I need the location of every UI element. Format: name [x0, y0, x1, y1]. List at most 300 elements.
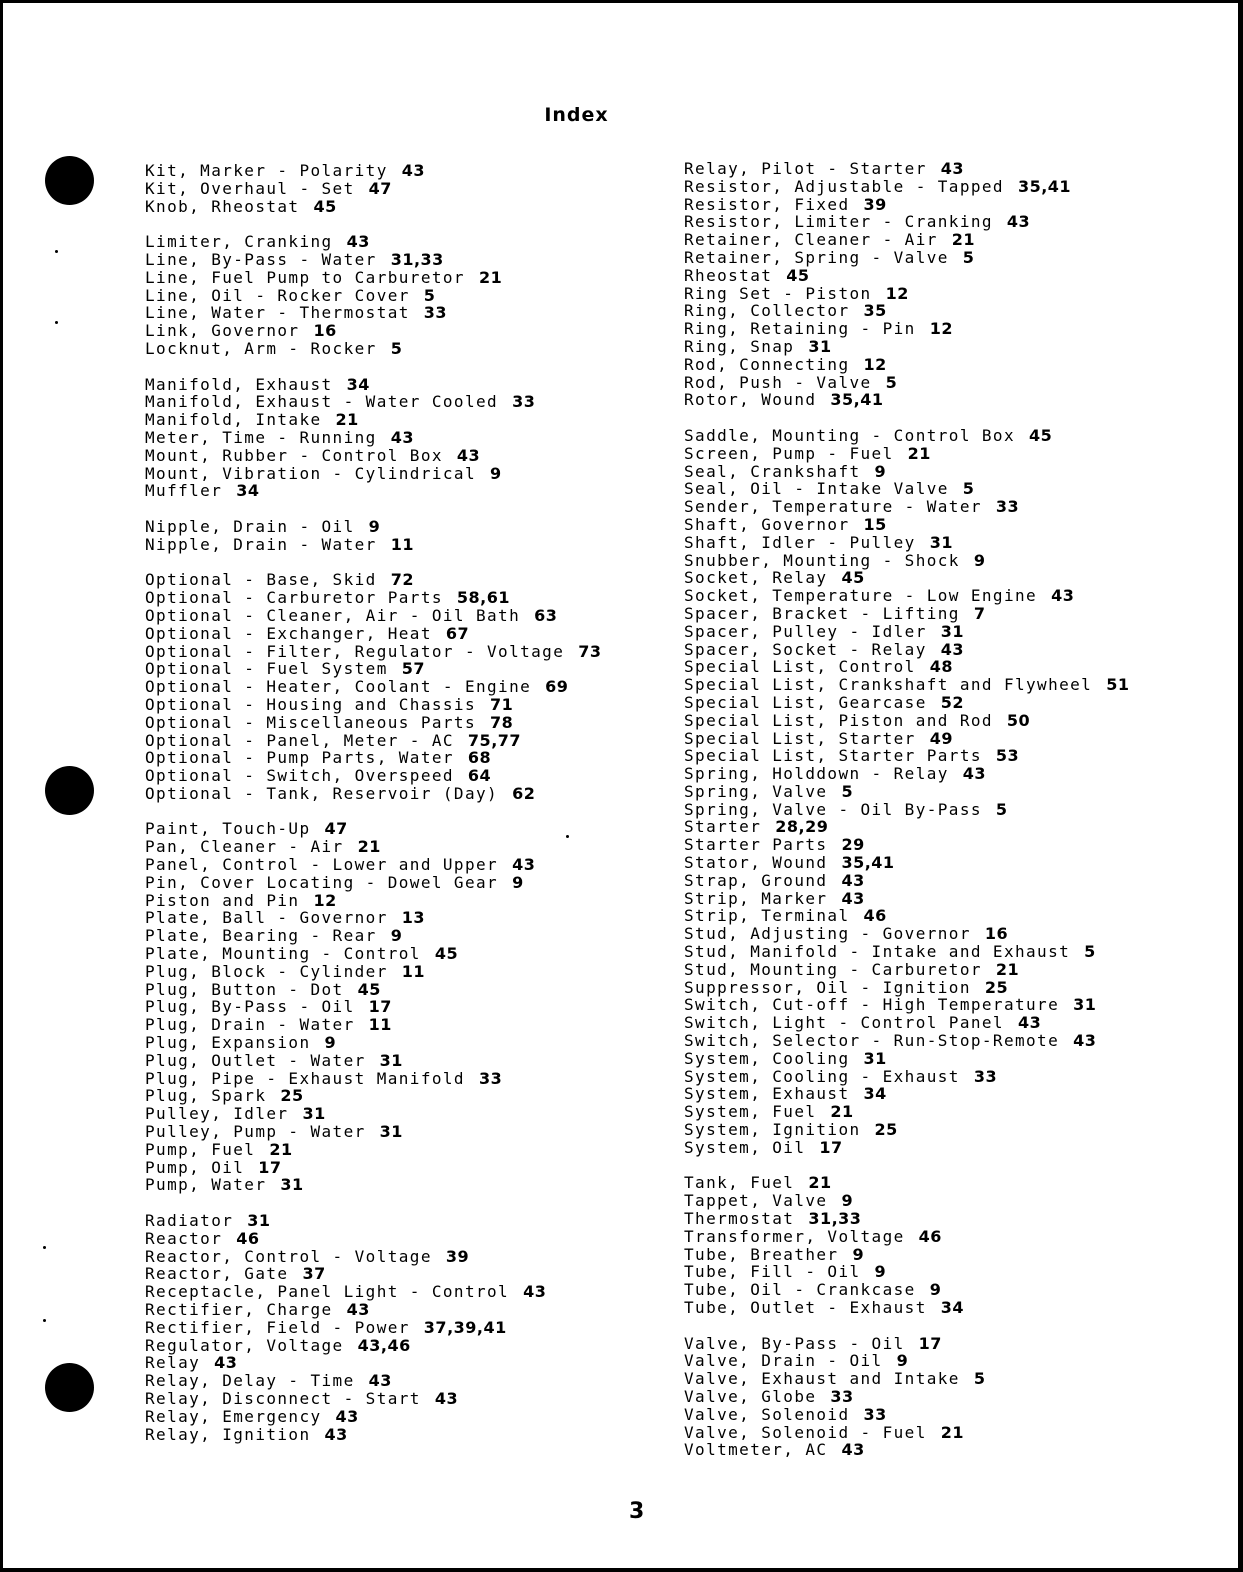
index-entry	[684, 1281, 1129, 1299]
index-entry	[145, 251, 602, 269]
index-term: Relay, Delay - Time	[145, 1371, 355, 1391]
page-reference: 9	[324, 1033, 337, 1053]
page-reference: 9	[874, 461, 887, 481]
page-reference: 34	[346, 374, 370, 394]
index-entry	[684, 943, 1129, 961]
index-entry	[145, 376, 602, 394]
index-entry	[684, 338, 1129, 356]
index-entry	[684, 996, 1129, 1014]
page-reference: 9	[929, 1280, 942, 1300]
page-reference: 17	[918, 1333, 942, 1353]
index-term: Optional - Carburetor Parts	[145, 588, 443, 608]
index-term: Ring, Collector	[684, 301, 850, 321]
index-term: Relay, Pilot - Starter	[684, 159, 927, 178]
index-term: System, Ignition	[684, 1120, 861, 1140]
index-term: Shaft, Idler - Pulley	[684, 532, 916, 552]
index-entry	[145, 429, 602, 447]
group-spacer	[684, 1317, 1129, 1335]
page-reference: 68	[467, 748, 492, 768]
page-reference: 33	[830, 1386, 854, 1406]
page-reference: 12	[313, 890, 337, 910]
page-reference: 43	[390, 427, 414, 447]
group-spacer	[145, 1194, 602, 1212]
page-reference: 33	[863, 1404, 887, 1424]
page-reference: 43	[841, 870, 865, 890]
index-entry	[145, 1159, 602, 1177]
index-term: Optional - Exchanger, Heat	[145, 623, 432, 643]
page-reference: 35,41	[841, 853, 895, 873]
index-entry	[684, 694, 1129, 712]
index-entry	[684, 1246, 1129, 1264]
index-term: Switch, Cut-off - High Temperature	[684, 995, 1060, 1015]
index-term: Resistor, Fixed	[684, 194, 850, 214]
index-entry	[684, 836, 1129, 854]
index-term: Pulley, Pump - Water	[145, 1122, 366, 1142]
page-reference: 21	[478, 267, 503, 287]
index-term: Optional - Panel, Meter - AC	[145, 730, 454, 750]
index-entry	[145, 1265, 602, 1283]
index-entry	[684, 1370, 1129, 1388]
index-term: Optional - Switch, Overspeed	[145, 766, 454, 786]
index-term: Optional - Base, Skid	[145, 570, 377, 590]
index-term: Manifold, Exhaust	[145, 374, 333, 394]
page-reference: 35,41	[1017, 176, 1072, 196]
index-entry	[684, 1068, 1129, 1086]
index-entry	[684, 1192, 1129, 1210]
index-term: Suppressor, Oil - Ignition	[684, 977, 971, 997]
page-reference: 33	[973, 1066, 998, 1086]
page-reference: 9	[512, 872, 524, 892]
page-reference: 43	[841, 888, 865, 908]
index-entry	[145, 287, 602, 305]
index-entry	[684, 872, 1129, 890]
index-entry	[684, 213, 1129, 231]
index-term: Special List, Crankshaft and Flywheel	[684, 675, 1093, 695]
index-entry	[145, 393, 602, 411]
page-reference: 43	[401, 161, 425, 180]
index-term: Seal, Crankshaft	[684, 461, 861, 481]
page-reference: 25	[874, 1120, 898, 1140]
page-reference: 21	[995, 959, 1020, 979]
page-reference: 17	[819, 1137, 843, 1157]
page-reference: 43	[1073, 1031, 1097, 1051]
index-term: System, Oil	[684, 1137, 806, 1157]
index-term: Socket, Relay	[684, 568, 828, 588]
page-reference: 9	[874, 1262, 887, 1282]
index-term: Spacer, Socket - Relay	[684, 639, 927, 659]
page-reference: 33	[512, 392, 536, 412]
index-entry	[145, 696, 602, 714]
page-reference: 31	[302, 1104, 326, 1124]
index-term: Pulley, Idler	[145, 1104, 289, 1124]
index-entry	[684, 1121, 1129, 1139]
page-reference: 57	[401, 659, 425, 679]
index-term: Manifold, Intake	[145, 410, 322, 430]
punch-hole-top	[45, 156, 94, 205]
index-term: Stud, Mounting - Carburetor	[684, 959, 982, 979]
index-entry	[684, 231, 1129, 249]
page-reference: 17	[368, 997, 392, 1017]
group-spacer	[145, 215, 602, 233]
page-reference: 43	[1006, 212, 1031, 232]
page-reference: 62	[512, 783, 536, 803]
page-reference: 47	[368, 178, 392, 198]
index-term: Special List, Piston and Rod	[684, 710, 993, 730]
index-term: Paint, Touch-Up	[145, 819, 311, 839]
index-term: Tube, Fill - Oil	[684, 1262, 861, 1282]
page-reference: 5	[841, 781, 854, 801]
index-term: Meter, Time - Running	[145, 427, 377, 447]
page-reference: 43	[434, 1388, 459, 1408]
index-term: System, Exhaust	[684, 1084, 850, 1104]
index-entry	[145, 1354, 602, 1372]
index-entry	[684, 765, 1129, 783]
group-spacer	[145, 358, 602, 376]
group-spacer	[145, 554, 602, 572]
index-term: Tank, Fuel	[684, 1173, 795, 1193]
page-reference: 37	[302, 1264, 326, 1284]
index-term: Ring Set - Piston	[684, 283, 872, 303]
index-term: Plug, Pipe - Exhaust Manifold	[145, 1068, 465, 1088]
index-term: Rotor, Wound	[684, 390, 817, 410]
index-entry	[684, 587, 1129, 605]
page-reference: 43	[841, 1440, 865, 1460]
index-term: Voltmeter, AC	[684, 1440, 828, 1460]
index-entry	[684, 1441, 1129, 1459]
page-reference: 43	[940, 639, 964, 659]
speck	[55, 250, 58, 253]
page-reference: 50	[1006, 710, 1031, 730]
index-term: Special List, Control	[684, 657, 916, 677]
index-term: Valve, Exhaust and Intake	[684, 1369, 960, 1389]
index-entry	[145, 625, 602, 643]
index-entry	[684, 445, 1129, 463]
index-entry	[684, 907, 1129, 925]
page-reference: 5	[962, 479, 975, 499]
page-reference: 5	[885, 372, 898, 392]
index-entry	[684, 1228, 1129, 1246]
index-term: Screen, Pump - Fuel	[684, 443, 894, 463]
index-entry	[684, 391, 1129, 409]
page-reference: 9	[841, 1191, 854, 1211]
index-entry	[684, 1263, 1129, 1281]
index-entry	[684, 658, 1129, 676]
index-entry	[684, 818, 1129, 836]
index-term: Special List, Gearcase	[684, 692, 927, 712]
index-term: Plug, Outlet - Water	[145, 1050, 366, 1070]
page-reference: 16	[984, 924, 1009, 944]
index-entry	[684, 1174, 1129, 1192]
index-term: Manifold, Exhaust - Water Cooled	[145, 392, 499, 412]
page-reference: 34	[863, 1084, 887, 1104]
page-reference: 45	[434, 944, 459, 964]
index-entry	[145, 1337, 602, 1355]
index-term: Optional - Heater, Coolant - Engine	[145, 677, 532, 697]
index-entry	[145, 820, 602, 838]
index-entry	[145, 1408, 602, 1426]
index-term: Receptacle, Panel Light - Control	[145, 1282, 510, 1302]
index-entry	[145, 714, 602, 732]
index-entry	[145, 981, 602, 999]
speck	[43, 1319, 46, 1322]
page-reference: 43	[324, 1424, 348, 1444]
index-term: Stud, Adjusting - Governor	[684, 924, 971, 944]
page-reference: 45	[841, 568, 865, 588]
page-reference: 43	[1017, 1013, 1042, 1033]
page-reference: 48	[929, 657, 953, 677]
index-term: Panel, Control - Lower and Upper	[145, 855, 499, 875]
index-entry	[145, 1390, 602, 1408]
index-entry	[684, 356, 1129, 374]
index-term: Valve, Solenoid - Fuel	[684, 1422, 927, 1442]
index-entry	[684, 641, 1129, 659]
index-entry	[684, 1103, 1129, 1121]
index-term: Rod, Push - Valve	[684, 372, 872, 392]
page-reference: 11	[390, 534, 414, 554]
index-entry	[684, 1085, 1129, 1103]
index-term: Socket, Temperature - Low Engine	[684, 586, 1038, 606]
index-term: Valve, Globe	[684, 1386, 817, 1406]
index-term: Special List, Starter	[684, 728, 916, 748]
page-reference: 17	[258, 1157, 282, 1177]
page-reference: 31	[940, 621, 964, 641]
page-reference: 9	[973, 550, 986, 570]
index-entry	[684, 374, 1129, 392]
page-reference: 63	[534, 605, 558, 625]
page-reference: 31	[863, 1048, 887, 1068]
page-reference: 43	[214, 1353, 238, 1373]
page-reference: 12	[863, 354, 887, 374]
page-reference: 52	[940, 692, 964, 712]
page-reference: 35,41	[830, 390, 884, 410]
index-term: Snubber, Mounting - Shock	[684, 550, 960, 570]
index-entry	[684, 534, 1129, 552]
index-entry	[684, 730, 1129, 748]
index-entry	[684, 463, 1129, 481]
page-reference: 21	[830, 1102, 854, 1122]
index-entry	[145, 1034, 602, 1052]
index-term: Relay, Disconnect - Start	[145, 1388, 421, 1408]
index-entry	[684, 925, 1129, 943]
page-reference: 46	[236, 1228, 260, 1248]
index-term: Plug, Expansion	[145, 1033, 311, 1053]
index-term: Plug, Drain - Water	[145, 1015, 355, 1035]
page-reference: 34	[940, 1298, 964, 1317]
page-reference: 28,29	[775, 817, 829, 837]
index-entry	[145, 1141, 602, 1159]
page-reference: 21	[269, 1139, 293, 1159]
index-entry	[684, 712, 1129, 730]
index-term: Stator, Wound	[684, 853, 828, 873]
index-entry	[145, 304, 602, 322]
index-term: Piston and Pin	[145, 890, 300, 910]
index-entry	[684, 1299, 1129, 1317]
page-reference: 45	[357, 979, 381, 999]
page-reference: 47	[324, 819, 348, 839]
index-term: Strip, Marker	[684, 888, 828, 908]
page-reference: 15	[863, 514, 887, 534]
index-entry	[145, 322, 602, 340]
index-term: Spring, Valve	[684, 781, 828, 801]
index-entry	[145, 340, 602, 358]
index-term: Pan, Cleaner - Air	[145, 837, 344, 857]
page-reference: 31	[1073, 995, 1097, 1015]
page-reference: 64	[467, 766, 492, 786]
index-entry	[145, 198, 602, 216]
group-spacer	[684, 409, 1129, 427]
index-term: Ring, Retaining - Pin	[684, 319, 916, 339]
index-term: Line, Fuel Pump to Carburetor	[145, 267, 465, 287]
index-entry	[684, 801, 1129, 819]
index-term: Stud, Manifold - Intake and Exhaust	[684, 942, 1071, 962]
index-entry	[684, 249, 1129, 267]
index-term: Line, By-Pass - Water	[145, 249, 377, 269]
index-entry	[145, 447, 602, 465]
page-reference: 72	[390, 570, 414, 590]
index-term: Optional - Housing and Chassis	[145, 694, 476, 714]
index-entry	[145, 607, 602, 625]
index-term: Spacer, Bracket - Lifting	[684, 603, 960, 623]
index-term: Rod, Connecting	[684, 354, 850, 374]
index-term: Locknut, Arm - Rocker	[145, 338, 377, 358]
index-term: Retainer, Spring - Valve	[684, 247, 949, 267]
index-entry	[145, 1016, 602, 1034]
index-term: Optional - Filter, Regulator - Voltage	[145, 641, 565, 661]
index-term: Plug, By-Pass - Oil	[145, 997, 355, 1017]
index-entry	[684, 267, 1129, 285]
index-term: Reactor, Gate	[145, 1264, 289, 1284]
index-entry	[145, 1176, 602, 1194]
index-term: Switch, Light - Control Panel	[684, 1013, 1004, 1033]
index-entry	[145, 643, 602, 661]
index-term: Optional - Fuel System	[145, 659, 388, 679]
index-entry	[145, 945, 602, 963]
index-entry	[684, 676, 1129, 694]
index-entry	[145, 927, 602, 945]
index-term: Tube, Outlet - Exhaust	[684, 1298, 927, 1317]
index-entry	[145, 963, 602, 981]
index-entry	[684, 196, 1129, 214]
index-term: Valve, Solenoid	[684, 1404, 850, 1424]
index-term: Optional - Miscellaneous Parts	[145, 712, 476, 732]
index-entry	[145, 162, 602, 180]
index-term: Pump, Fuel	[145, 1139, 256, 1159]
index-page	[3, 3, 1238, 1568]
page-reference: 5	[973, 1369, 986, 1389]
group-spacer	[684, 1157, 1129, 1175]
page-reference: 9	[896, 1351, 909, 1371]
page-reference: 43	[1051, 586, 1075, 606]
index-entry	[684, 480, 1129, 498]
index-term: Plug, Spark	[145, 1086, 267, 1106]
index-entry	[684, 1352, 1129, 1370]
index-entry	[684, 302, 1129, 320]
index-entry	[145, 1248, 602, 1266]
page-reference: 43	[346, 1300, 370, 1319]
index-entry	[684, 623, 1129, 641]
page-reference: 43	[512, 855, 536, 875]
index-entry	[145, 785, 602, 803]
page-reference: 31,33	[808, 1209, 862, 1229]
index-entry	[145, 749, 602, 767]
page-reference: 5	[390, 338, 403, 358]
index-entry	[145, 892, 602, 910]
page-reference: 43	[940, 159, 964, 178]
page-reference: 12	[929, 319, 953, 339]
page-reference: 43	[335, 1406, 359, 1426]
index-term: Plate, Mounting - Control	[145, 944, 421, 964]
index-entry	[684, 979, 1129, 997]
index-column-left	[145, 162, 602, 1443]
page-reference: 21	[907, 443, 931, 463]
page-reference: 75,77	[467, 730, 522, 750]
index-entry	[145, 269, 602, 287]
index-term: Knob, Rheostat	[145, 196, 300, 216]
page-reference: 21	[808, 1173, 832, 1193]
index-entry	[145, 1087, 602, 1105]
index-term: Pump, Oil	[145, 1157, 245, 1177]
page-reference: 21	[357, 837, 381, 857]
index-entry	[684, 320, 1129, 338]
page-reference: 21	[335, 410, 359, 430]
index-term: Relay, Ignition	[145, 1424, 311, 1444]
index-entry	[145, 856, 602, 874]
page-reference: 21	[951, 230, 976, 250]
speck	[43, 1246, 46, 1249]
index-entry	[684, 285, 1129, 303]
page-reference: 31	[247, 1211, 271, 1231]
index-term: Radiator	[145, 1211, 234, 1231]
index-entry	[684, 427, 1129, 445]
page-reference: 33	[995, 497, 1020, 517]
index-term: Resistor, Adjustable - Tapped	[684, 176, 1004, 196]
index-term: Reactor, Control - Voltage	[145, 1246, 432, 1266]
index-entry	[684, 605, 1129, 623]
index-term: Pump, Water	[145, 1175, 267, 1195]
page-reference: 45	[1028, 425, 1053, 445]
index-entry	[145, 1283, 602, 1301]
page-reference: 49	[929, 728, 953, 748]
index-term: Ring, Snap	[684, 336, 795, 356]
index-term: Nipple, Drain - Oil	[145, 516, 355, 536]
page-reference: 69	[545, 677, 569, 697]
index-term: Strip, Terminal	[684, 906, 850, 926]
index-entry	[145, 1070, 602, 1088]
index-entry	[684, 961, 1129, 979]
index-term: Optional - Cleaner, Air - Oil Bath	[145, 605, 521, 625]
index-term: Muffler	[145, 481, 223, 501]
index-term: Switch, Selector - Run-Stop-Remote	[684, 1031, 1060, 1051]
index-term: Tappet, Valve	[684, 1191, 828, 1211]
index-term: Reactor	[145, 1228, 223, 1248]
page-reference: 12	[885, 283, 909, 303]
index-entry	[684, 1424, 1129, 1442]
index-entry	[145, 465, 602, 483]
page-reference: 31	[379, 1050, 403, 1070]
page-reference: 11	[401, 961, 425, 981]
page-reference: 5	[962, 247, 975, 267]
page-reference: 37,39,41	[423, 1317, 507, 1337]
page-reference: 13	[401, 908, 425, 928]
index-term: Plug, Block - Cylinder	[145, 961, 388, 981]
page-number: 3	[629, 1499, 645, 1524]
index-entry	[145, 1319, 602, 1337]
index-term: Rheostat	[684, 265, 773, 285]
index-entry	[145, 536, 602, 554]
index-entry	[684, 1210, 1129, 1228]
page-reference: 31	[280, 1175, 304, 1195]
index-entry	[684, 1406, 1129, 1424]
